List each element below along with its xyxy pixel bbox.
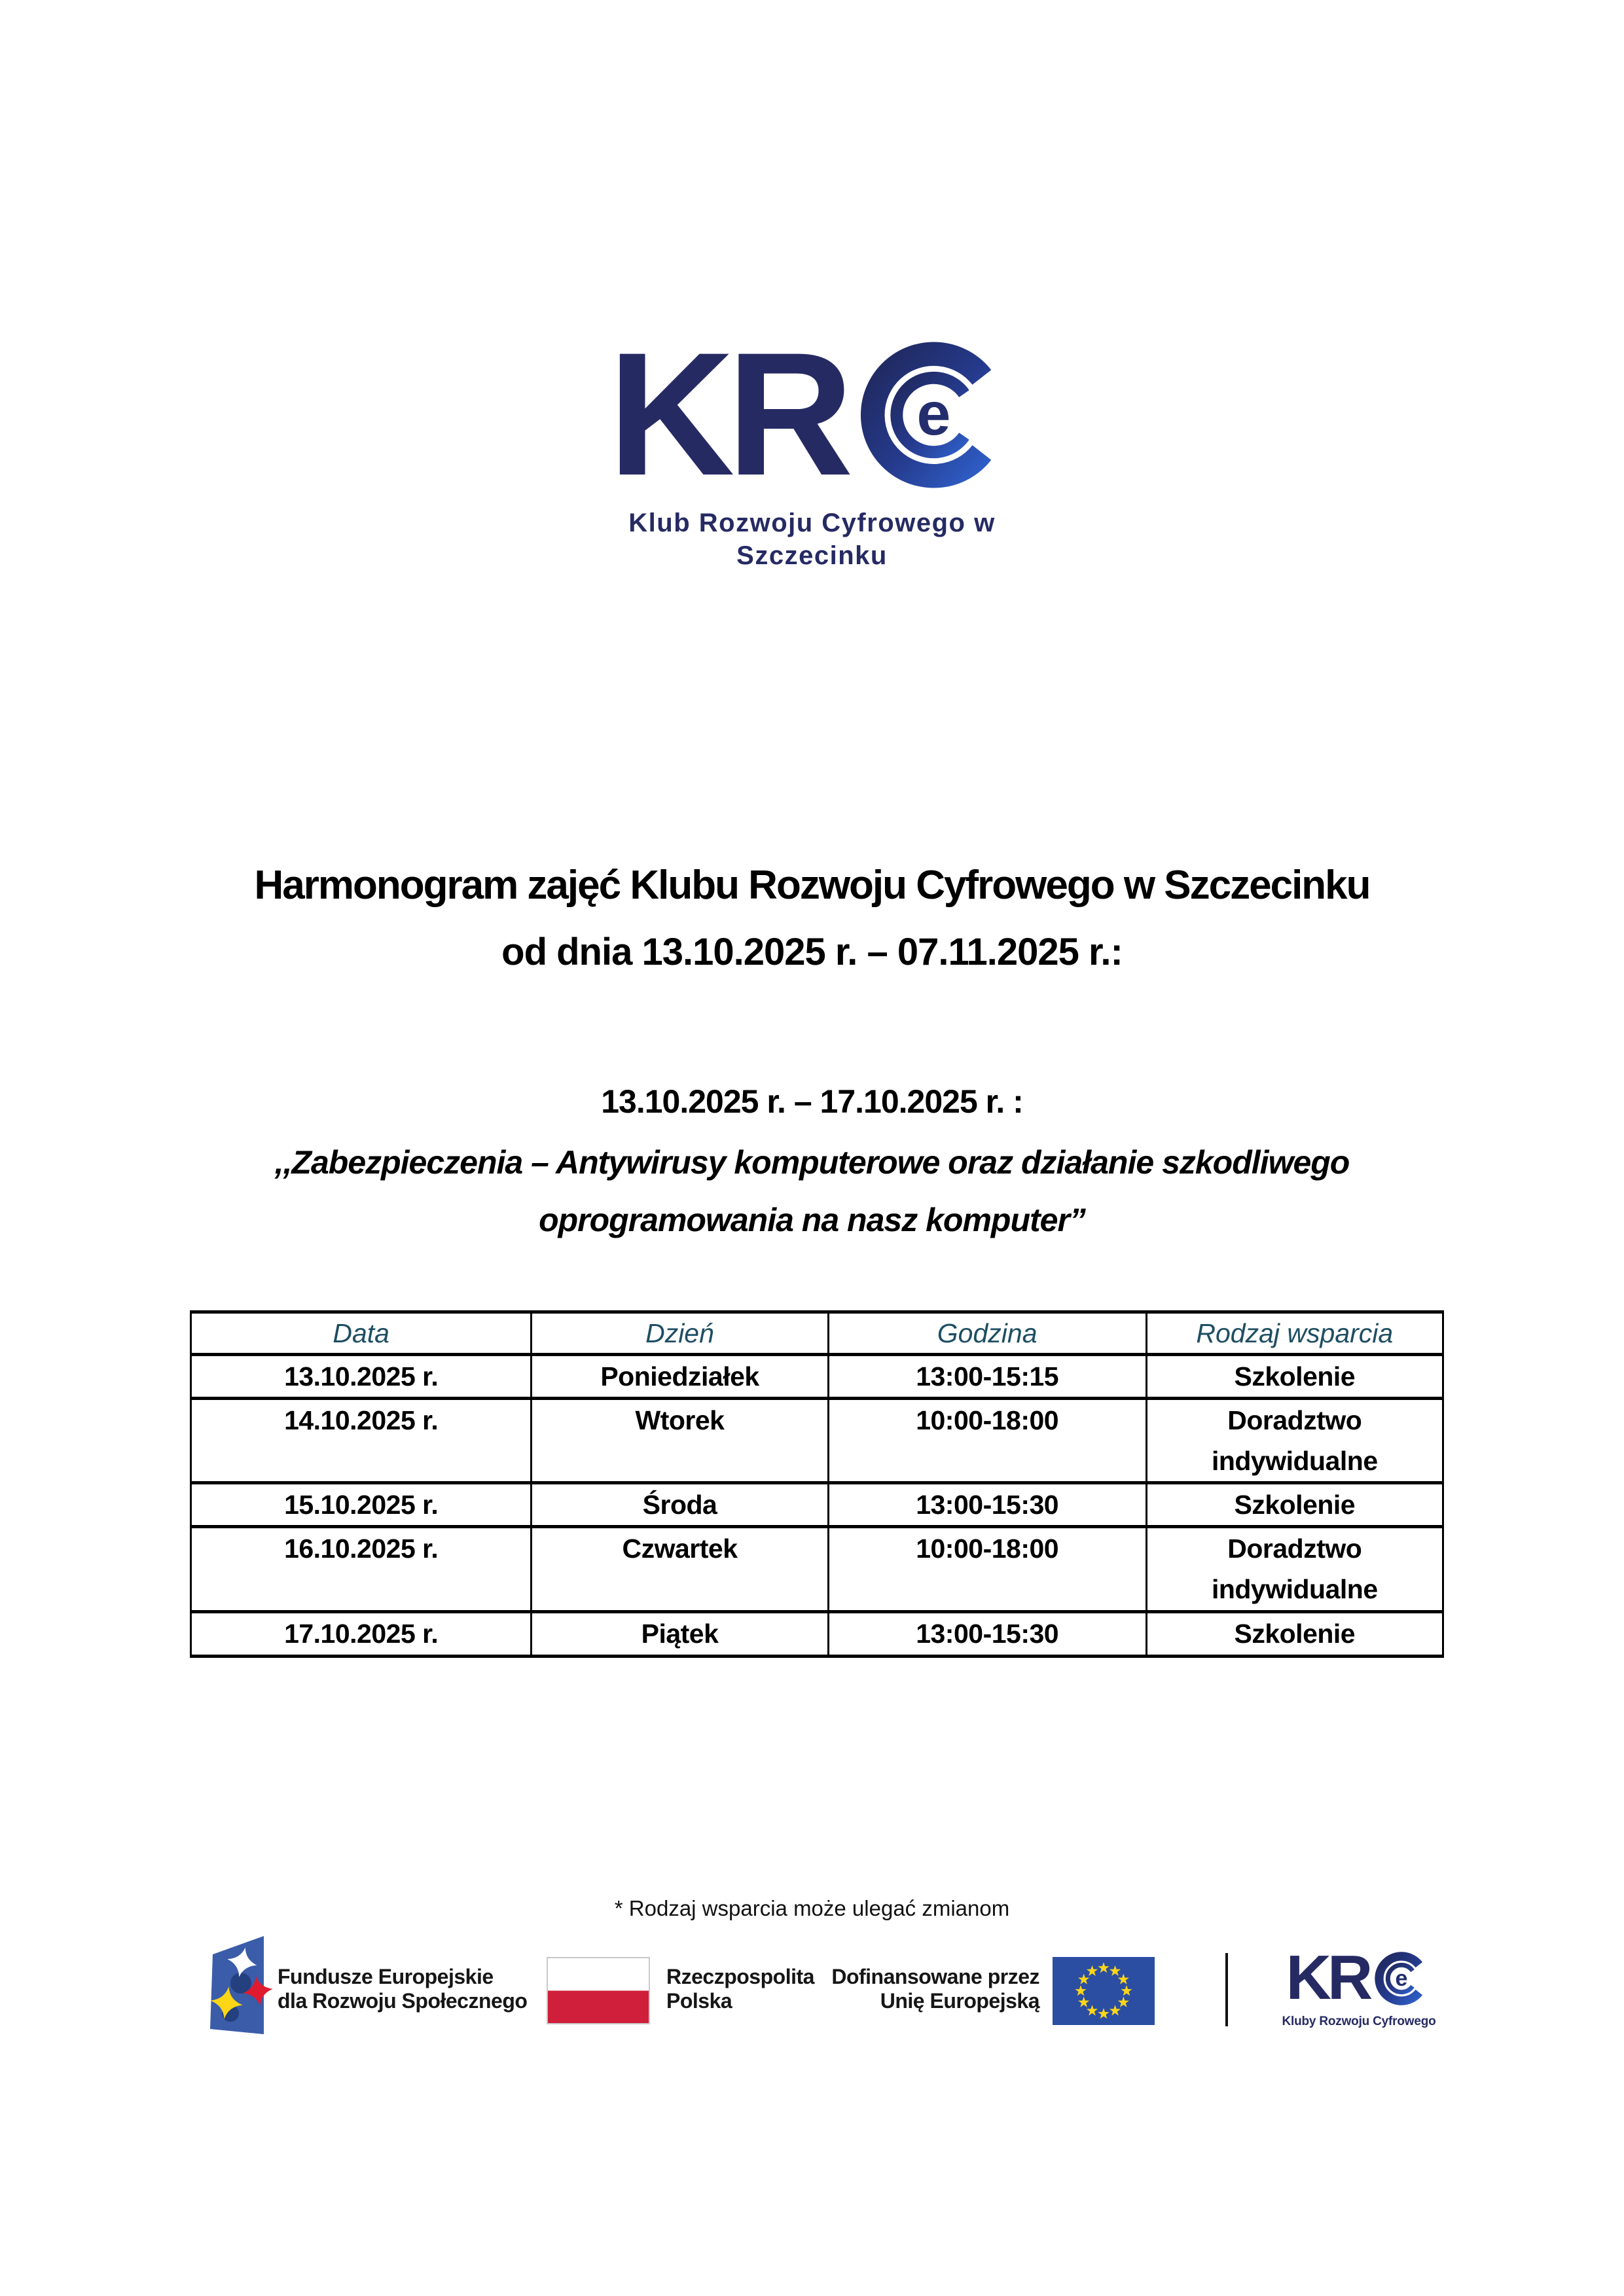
table-cell: 13:00-15:30 xyxy=(828,1483,1146,1527)
poland-label-line2: Polska xyxy=(666,1989,732,2013)
krc-logo-caption xyxy=(628,507,995,572)
table-row xyxy=(191,1483,1443,1527)
table-cell: 13:00-15:30 xyxy=(828,1612,1146,1657)
poland-label-line1: Rzeczpospolita xyxy=(666,1965,814,1988)
table-header-row xyxy=(191,1312,1443,1355)
table-cell: 13.10.2025 r. xyxy=(191,1355,532,1399)
table-row xyxy=(191,1527,1443,1612)
svg-text:e: e xyxy=(916,380,950,448)
table-cell: 15.10.2025 r. xyxy=(191,1483,532,1527)
table-cell: Szkolenie xyxy=(1146,1483,1443,1527)
session-topic xyxy=(0,1134,1624,1249)
krc-logo-top xyxy=(607,315,1016,572)
krc-logo-footer xyxy=(1282,1943,1436,2029)
table-cell: Poniedziałek xyxy=(532,1355,828,1399)
schedule-table xyxy=(190,1310,1444,1658)
table-cell: Szkolenie xyxy=(1146,1612,1443,1657)
table-cell: 17.10.2025 r. xyxy=(191,1612,532,1657)
table-cell: 14.10.2025 r. xyxy=(191,1399,532,1483)
table-cell: Środa xyxy=(532,1483,828,1527)
table-header-dzien: Dzień xyxy=(532,1312,828,1355)
table-header-godzina: Godzina xyxy=(828,1312,1146,1355)
table-cell: Wtorek xyxy=(532,1399,828,1483)
eu-funding-label-line1: Dofinansowane przez xyxy=(831,1965,1039,1988)
krc-logo-caption-line1: Klub Rozwoju Cyfrowego w xyxy=(628,509,996,537)
table-cell: Piątek xyxy=(532,1612,828,1657)
footer-divider xyxy=(1225,1953,1228,2026)
krc-footer-letters: KR xyxy=(1286,1943,1369,2013)
table-row xyxy=(191,1612,1443,1657)
eu-funds-label-line1: Fundusze Europejskie xyxy=(278,1965,494,1988)
table-row xyxy=(191,1399,1443,1483)
session-date-range: 13.10.2025 r. – 17.10.2025 r. : xyxy=(601,1083,1023,1120)
table-cell: Doradztwo indywidualne xyxy=(1146,1527,1443,1612)
eu-flag-icon xyxy=(1053,1957,1155,2025)
table-cell: 16.10.2025 r. xyxy=(191,1527,532,1612)
table-cell: Czwartek xyxy=(532,1527,828,1612)
table-cell: Doradztwo indywidualne xyxy=(1146,1399,1443,1483)
session-topic-line2: oprogramowania na nasz komputer” xyxy=(539,1202,1085,1238)
krc-footer-caption: Kluby Rozwoju Cyfrowego xyxy=(1282,2015,1436,2028)
eu-funds-flag-icon xyxy=(208,1935,271,2037)
page-subtitle: od dnia 13.10.2025 r. – 07.11.2025 r.: xyxy=(501,931,1123,973)
eu-funding-label-line2: Unię Europejską xyxy=(880,1989,1039,2013)
session-topic-line1: ,,Zabezpieczenia – Antywirusy komputerowe oraz działanie szkodliwego xyxy=(274,1144,1350,1181)
table-cell: Szkolenie xyxy=(1146,1355,1443,1399)
krc-c-mark-icon xyxy=(851,332,1016,497)
svg-text:e: e xyxy=(1395,1966,1408,1992)
footnote: * Rodzaj wsparcia może ulegać zmianom xyxy=(614,1896,1010,1920)
poland-flag-icon xyxy=(547,1957,650,2024)
krc-c-mark-icon xyxy=(1371,1948,1432,2009)
table-cell: 10:00-18:00 xyxy=(828,1527,1146,1612)
krc-logo-letters: KR xyxy=(607,315,846,512)
page-title: Harmonogram zajęć Klubu Rozwoju Cyfrowego w Szczecinku xyxy=(254,863,1370,908)
table-row xyxy=(191,1355,1443,1399)
krc-logo-caption-line2: Szczecinku xyxy=(736,541,888,570)
table-cell: 13:00-15:15 xyxy=(828,1355,1146,1399)
eu-funding-label xyxy=(785,1965,1039,2013)
table-header-data: Data xyxy=(191,1312,532,1355)
table-header-rodzaj: Rodzaj wsparcia xyxy=(1146,1312,1443,1355)
eu-funds-label xyxy=(278,1965,527,2013)
eu-funds-label-line2: dla Rozwoju Społecznego xyxy=(278,1989,528,2013)
table-cell: 10:00-18:00 xyxy=(828,1399,1146,1483)
